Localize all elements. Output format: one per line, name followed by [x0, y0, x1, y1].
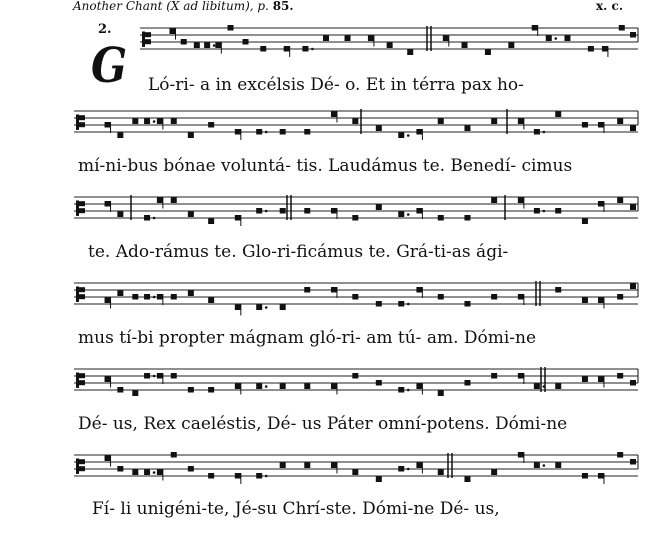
- neume-icon: [555, 384, 561, 390]
- neume-icon: [304, 129, 310, 135]
- neume-icon: [630, 126, 636, 132]
- punctum-dot-icon: [153, 217, 156, 220]
- neume-icon: [105, 456, 111, 462]
- neume-icon: [188, 387, 194, 393]
- staff-5: [74, 367, 638, 396]
- staff-6: [74, 452, 638, 484]
- neume-icon: [630, 284, 636, 290]
- neume-icon: [117, 466, 123, 472]
- neume-icon: [280, 384, 286, 390]
- neume-icon: [228, 25, 234, 31]
- neume-icon: [352, 294, 358, 300]
- neume-icon: [416, 463, 422, 469]
- lyric-line-5: Dé- us, Rex caeléstis, Dé- us Páter omní-potens. Dómi-ne: [78, 414, 568, 434]
- neume-icon: [438, 215, 444, 221]
- neume-icon: [464, 126, 470, 132]
- neume-icon: [598, 473, 604, 479]
- piece-number: 2.: [98, 22, 112, 37]
- neume-icon: [144, 215, 150, 221]
- neume-icon: [280, 305, 286, 311]
- neume-icon: [331, 463, 337, 469]
- neume-icon: [376, 380, 382, 386]
- neume-icon: [105, 201, 111, 207]
- neume-icon: [376, 205, 382, 211]
- neume-icon: [617, 373, 623, 379]
- punctum-dot-icon: [265, 475, 268, 478]
- neume-icon: [235, 384, 241, 390]
- neume-icon: [518, 119, 524, 125]
- neume-icon: [438, 391, 444, 397]
- neume-icon: [630, 32, 636, 38]
- punctum-dot-icon: [543, 131, 546, 134]
- neume-icon: [518, 198, 524, 204]
- punctum-dot-icon: [311, 48, 314, 51]
- neume-icon: [208, 219, 214, 225]
- mode-label: x. c.: [596, 0, 623, 13]
- neume-icon: [438, 294, 444, 300]
- neume-icon: [132, 119, 138, 125]
- neume-icon: [242, 39, 248, 45]
- neume-icon: [181, 39, 187, 45]
- neume-icon: [462, 43, 468, 49]
- neume-icon: [132, 391, 138, 397]
- punctum-dot-icon: [543, 464, 546, 467]
- neume-icon: [235, 473, 241, 479]
- neume-icon: [398, 301, 404, 307]
- neume-icon: [280, 463, 286, 469]
- neume-icon: [144, 470, 150, 476]
- staff-3: [74, 195, 638, 226]
- neume-icon: [188, 212, 194, 218]
- neume-icon: [491, 119, 497, 125]
- punctum-dot-icon: [407, 303, 410, 306]
- neume-icon: [132, 294, 138, 300]
- neume-icon: [407, 50, 413, 56]
- neume-icon: [464, 215, 470, 221]
- neume-icon: [416, 208, 422, 214]
- neume-icon: [443, 36, 449, 42]
- punctum-dot-icon: [265, 131, 268, 134]
- neume-icon: [331, 208, 337, 214]
- neume-icon: [157, 198, 163, 204]
- neume-icon: [169, 29, 175, 35]
- neume-icon: [256, 305, 262, 311]
- neume-icon: [438, 470, 444, 476]
- neume-icon: [376, 477, 382, 483]
- neume-icon: [117, 212, 123, 218]
- neume-icon: [208, 473, 214, 479]
- neume-icon: [416, 384, 422, 390]
- neume-icon: [157, 294, 163, 300]
- neume-icon: [188, 466, 194, 472]
- c-clef-icon: [79, 380, 85, 385]
- neume-icon: [280, 129, 286, 135]
- staff-2: [74, 109, 638, 140]
- neume-icon: [323, 36, 329, 42]
- neume-icon: [376, 301, 382, 307]
- punctum-dot-icon: [153, 375, 156, 378]
- neume-icon: [546, 36, 552, 42]
- neume-icon: [352, 470, 358, 476]
- neume-icon: [491, 198, 497, 204]
- neume-icon: [157, 373, 163, 379]
- c-clef-icon: [142, 32, 145, 47]
- c-clef-icon: [76, 287, 79, 302]
- punctum-dot-icon: [153, 296, 156, 299]
- neume-icon: [144, 294, 150, 300]
- neume-icon: [304, 287, 310, 293]
- c-clef-icon: [76, 201, 79, 216]
- neume-icon: [398, 133, 404, 139]
- neume-icon: [534, 463, 540, 469]
- neume-icon: [345, 36, 351, 42]
- neume-icon: [280, 208, 286, 214]
- neume-icon: [132, 470, 138, 476]
- neume-icon: [208, 387, 214, 393]
- c-clef-icon: [145, 39, 151, 44]
- neume-icon: [171, 373, 177, 379]
- neume-icon: [617, 452, 623, 458]
- neume-icon: [157, 470, 163, 476]
- c-clef-icon: [79, 466, 85, 471]
- neume-icon: [331, 287, 337, 293]
- neume-icon: [582, 377, 588, 383]
- neume-icon: [518, 452, 524, 458]
- neume-icon: [630, 205, 636, 211]
- neume-icon: [398, 466, 404, 472]
- c-clef-icon: [79, 373, 85, 378]
- neume-icon: [491, 294, 497, 300]
- neume-icon: [416, 287, 422, 293]
- c-clef-icon: [79, 294, 85, 299]
- neume-icon: [256, 208, 262, 214]
- neume-icon: [555, 463, 561, 469]
- neume-icon: [534, 129, 540, 135]
- neume-icon: [304, 384, 310, 390]
- neume-icon: [518, 294, 524, 300]
- neume-icon: [256, 384, 262, 390]
- neume-icon: [171, 294, 177, 300]
- neume-icon: [204, 43, 210, 49]
- neume-icon: [256, 129, 262, 135]
- page-number: 85.: [272, 0, 294, 13]
- neume-icon: [464, 380, 470, 386]
- neume-icon: [331, 112, 337, 118]
- neume-icon: [582, 219, 588, 225]
- punctum-dot-icon: [407, 134, 410, 137]
- punctum-dot-icon: [265, 385, 268, 388]
- neume-icon: [508, 43, 514, 49]
- neume-icon: [588, 46, 594, 52]
- punctum-dot-icon: [407, 213, 410, 216]
- c-clef-icon: [79, 122, 85, 127]
- neume-icon: [194, 43, 200, 49]
- c-clef-icon: [79, 201, 85, 206]
- neume-icon: [105, 377, 111, 383]
- punctum-dot-icon: [265, 306, 268, 309]
- neume-icon: [398, 387, 404, 393]
- neume-icon: [532, 25, 538, 31]
- neume-icon: [260, 46, 266, 52]
- neume-icon: [617, 294, 623, 300]
- neume-icon: [598, 377, 604, 383]
- punctum-dot-icon: [407, 468, 410, 471]
- neume-icon: [284, 46, 290, 52]
- neume-icon: [464, 477, 470, 483]
- neume-icon: [582, 473, 588, 479]
- neume-icon: [144, 373, 150, 379]
- neume-icon: [215, 43, 221, 49]
- c-clef-icon: [79, 208, 85, 213]
- neume-icon: [304, 463, 310, 469]
- neume-icon: [208, 298, 214, 304]
- neume-icon: [555, 208, 561, 214]
- c-clef-icon: [79, 287, 85, 292]
- neume-icon: [617, 119, 623, 125]
- neume-icon: [188, 133, 194, 139]
- neume-icon: [598, 122, 604, 128]
- lyric-line-6: Fí- li unigéni-te, Jé-su Chrí-ste. Dómi-ne Dé- us,: [92, 499, 500, 519]
- neume-icon: [582, 122, 588, 128]
- neume-icon: [387, 43, 393, 49]
- neume-icon: [368, 36, 374, 42]
- neume-icon: [438, 119, 444, 125]
- neume-icon: [304, 208, 310, 214]
- neume-icon: [117, 133, 123, 139]
- neume-icon: [485, 50, 491, 56]
- punctum-dot-icon: [265, 210, 268, 213]
- neume-icon: [235, 129, 241, 135]
- neume-icon: [555, 112, 561, 118]
- punctum-dot-icon: [543, 210, 546, 213]
- staff-1: [140, 25, 638, 57]
- neume-icon: [235, 215, 241, 221]
- neume-icon: [555, 287, 561, 293]
- neume-icon: [208, 122, 214, 128]
- neume-icon: [352, 215, 358, 221]
- staff-4: [74, 281, 638, 316]
- neume-icon: [602, 46, 608, 52]
- neume-icon: [617, 198, 623, 204]
- neume-icon: [256, 473, 262, 479]
- neume-icon: [582, 298, 588, 304]
- neume-icon: [630, 459, 636, 465]
- neume-icon: [518, 373, 524, 379]
- neume-icon: [398, 212, 404, 218]
- neume-icon: [171, 452, 177, 458]
- punctum-dot-icon: [407, 389, 410, 392]
- punctum-dot-icon: [543, 385, 546, 388]
- neume-icon: [619, 25, 625, 31]
- neume-icon: [117, 387, 123, 393]
- neume-icon: [157, 119, 163, 125]
- neume-icon: [352, 373, 358, 379]
- neume-icon: [491, 470, 497, 476]
- neume-icon: [171, 119, 177, 125]
- neume-icon: [376, 126, 382, 132]
- lyric-line-2: mí-ni-bus bónae voluntá- tis. Laudámus te. Benedí- cimus: [78, 156, 573, 176]
- neume-icon: [464, 301, 470, 307]
- c-clef-icon: [76, 459, 79, 474]
- neume-icon: [534, 384, 540, 390]
- punctum-dot-icon: [153, 120, 156, 123]
- c-clef-icon: [79, 459, 85, 464]
- neume-icon: [188, 291, 194, 297]
- neume-icon: [331, 384, 337, 390]
- neume-icon: [630, 380, 636, 386]
- neume-icon: [302, 46, 308, 52]
- c-clef-icon: [76, 373, 79, 388]
- lyric-line-4: mus tí-bi propter mágnam gló-ri- am tú- am. Dómi-ne: [78, 328, 537, 348]
- neume-icon: [352, 119, 358, 125]
- neume-icon: [171, 198, 177, 204]
- punctum-dot-icon: [213, 44, 216, 47]
- drop-cap-initial: G: [91, 38, 128, 94]
- neume-icon: [105, 298, 111, 304]
- neume-icon: [491, 373, 497, 379]
- neume-icon: [105, 122, 111, 128]
- neume-icon: [598, 298, 604, 304]
- neume-icon: [598, 201, 604, 207]
- c-clef-icon: [76, 115, 79, 130]
- reference-text: Another Chant (X ad libitum), p.: [73, 0, 269, 13]
- neume-icon: [534, 208, 540, 214]
- neume-icon: [235, 305, 241, 311]
- punctum-dot-icon: [554, 37, 557, 40]
- neume-icon: [117, 291, 123, 297]
- neume-icon: [564, 36, 570, 42]
- neume-icon: [416, 129, 422, 135]
- c-clef-icon: [145, 32, 151, 37]
- punctum-dot-icon: [153, 471, 156, 474]
- c-clef-icon: [79, 115, 85, 120]
- lyric-line-1: Ló-ri- a in excélsis Dé- o. Et in térra pax ho-: [148, 75, 524, 95]
- neume-icon: [144, 119, 150, 125]
- lyric-line-3: te. Ado-rámus te. Glo-ri-ficámus te. Grá-ti-as ági-: [88, 242, 509, 262]
